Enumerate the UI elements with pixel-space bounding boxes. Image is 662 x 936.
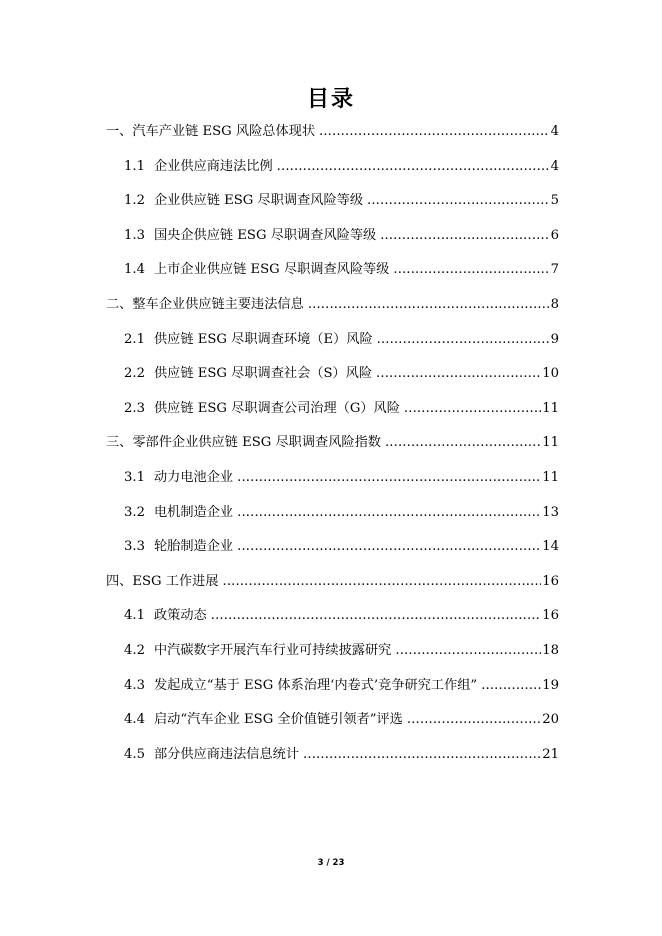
toc-entry-text: 企业供应链 ESG 尽职调查风险等级 <box>153 193 363 209</box>
toc-dot-leader <box>308 295 550 315</box>
toc-entry-number: 2.2 <box>124 366 145 382</box>
toc-entry[interactable] <box>124 606 559 626</box>
toc-entry-label <box>124 710 403 730</box>
toc-entry[interactable] <box>124 157 559 177</box>
toc-dot-leader <box>404 399 541 419</box>
toc-entry[interactable] <box>106 122 559 142</box>
toc-entry-page: 16 <box>542 573 559 589</box>
toc-entry-label <box>124 330 373 350</box>
toc-entry-number: 1.3 <box>124 227 145 243</box>
toc-entry[interactable] <box>124 676 559 696</box>
toc-dot-leader <box>393 260 549 280</box>
toc-entry-text: 四、ESG 工作进展 <box>106 573 219 589</box>
toc-entry[interactable] <box>124 226 559 246</box>
toc-entry-label <box>124 191 363 211</box>
toc-dot-leader <box>367 191 550 211</box>
toc-entry-page: 8 <box>550 297 559 312</box>
toc-entry-text: 国央企供应链 ESG 尽职调查风险等级 <box>153 227 377 243</box>
toc-entry[interactable] <box>124 503 559 523</box>
toc-entry[interactable] <box>106 295 559 315</box>
toc-entry[interactable] <box>124 260 559 280</box>
toc-entry[interactable] <box>106 572 559 592</box>
toc-entry-page: 13 <box>542 504 559 520</box>
toc-entry-text: 上市企业供应链 ESG 尽职调查风险等级 <box>153 262 390 278</box>
toc-dot-leader <box>277 157 550 177</box>
toc-entry-page: 4 <box>550 158 559 174</box>
toc-entry-text: 供应链 ESG 尽职调查社会（S）风险 <box>153 366 373 382</box>
toc-dot-leader <box>407 710 541 730</box>
toc-entry-label <box>124 537 233 557</box>
page-number: 3 / 23 <box>317 858 345 868</box>
toc-entry-page: 11 <box>542 435 559 451</box>
toc-entry[interactable] <box>124 330 559 350</box>
toc-entry-page: 18 <box>542 643 559 658</box>
toc-entry-number: 2.3 <box>124 400 145 416</box>
toc-entry-page: 9 <box>550 331 559 347</box>
toc-entry-number: 4.5 <box>124 746 145 762</box>
toc-entry-page: 6 <box>550 227 559 243</box>
toc-entry-number: 3.2 <box>124 504 145 520</box>
toc-entry-page: 14 <box>542 539 559 555</box>
toc-entry-text: 政策动态 <box>153 608 207 624</box>
toc-entry-text: 企业供应商违法比例 <box>153 158 273 174</box>
toc-entry-number: 3.3 <box>124 539 145 555</box>
toc-entry-page: 4 <box>550 124 559 139</box>
toc-entry-number: 4.3 <box>124 677 145 693</box>
toc-dot-leader <box>395 641 541 661</box>
toc-entry-number: 4.1 <box>124 608 145 624</box>
toc-entry-label <box>124 157 273 177</box>
toc-entry-number: 2.1 <box>124 331 145 347</box>
toc-dot-leader <box>237 468 541 488</box>
toc-dot-leader <box>211 606 541 626</box>
toc-entry-text: 启动“汽车企业 ESG 全价值链引领者”评选 <box>153 712 403 728</box>
toc-entry-page: 5 <box>550 193 559 209</box>
toc-entry-page: 7 <box>550 262 559 278</box>
toc-entry-label <box>106 122 315 142</box>
toc-entry[interactable] <box>124 641 559 661</box>
toc-title: 目录 <box>306 87 355 112</box>
toc-entry-text: 动力电池企业 <box>153 470 234 485</box>
toc-entry-label <box>124 606 207 626</box>
toc-entry-label <box>124 468 233 488</box>
toc-entry-text: 发起成立“基于 ESG 体系治理‘内卷式’竞争研究工作组” <box>153 677 478 693</box>
toc-entry-number: 1.1 <box>124 158 145 174</box>
toc-entry[interactable] <box>124 191 559 211</box>
toc-entry-label <box>124 676 477 696</box>
toc-entry-text: 三、零部件企业供应链 ESG 尽职调查风险指数 <box>106 435 381 451</box>
toc-entry-number: 1.2 <box>124 193 145 209</box>
toc-entry-label <box>106 433 381 453</box>
toc-entry-label <box>124 260 389 280</box>
toc-entry-label <box>124 364 372 384</box>
toc-entry-number: 1.4 <box>124 262 145 278</box>
toc-entry-page: 21 <box>542 746 559 762</box>
toc-entry-label <box>124 641 391 661</box>
toc-entry-label <box>106 295 304 315</box>
toc-entry-text: 一、汽车产业链 ESG 风险总体现状 <box>106 124 316 139</box>
toc-dot-leader <box>376 364 541 384</box>
toc-entry-page: 19 <box>542 677 559 693</box>
toc-entry[interactable] <box>124 364 559 384</box>
toc-entry[interactable] <box>124 710 559 730</box>
toc-entry-number: 4.4 <box>124 712 145 728</box>
toc-entry-page: 11 <box>542 470 559 485</box>
toc-entry[interactable] <box>124 537 559 557</box>
toc-entry-text: 电机制造企业 <box>153 504 234 520</box>
toc-entry-text: 二、整车企业供应链主要违法信息 <box>106 297 304 312</box>
toc-entry-text: 部分供应商违法信息统计 <box>153 746 300 762</box>
toc-entry-text: 中汽碳数字开展汽车行业可持续披露研究 <box>153 643 392 658</box>
toc-dot-leader <box>481 676 541 696</box>
toc-entry-page: 16 <box>542 608 559 624</box>
toc-entry-label <box>124 226 376 246</box>
toc-entry-label <box>124 503 233 523</box>
toc-dot-leader <box>385 433 541 453</box>
toc-dot-leader <box>223 572 542 592</box>
toc-entry-page: 10 <box>542 366 559 382</box>
toc-entry-text: 轮胎制造企业 <box>153 539 234 555</box>
toc-dot-leader <box>303 745 541 765</box>
toc-entry-number: 3.1 <box>124 470 145 485</box>
toc-entry-label <box>106 572 219 592</box>
toc-entry-label <box>124 399 400 419</box>
toc-entry-label <box>124 745 299 765</box>
toc-dot-leader <box>237 537 541 557</box>
toc-entry-text: 供应链 ESG 尽职调查公司治理（G）风险 <box>153 400 400 416</box>
toc-dot-leader <box>377 330 550 350</box>
toc-dot-leader <box>319 122 550 142</box>
toc-entry-number: 4.2 <box>124 643 145 658</box>
toc-entry[interactable] <box>124 399 559 419</box>
toc-entry-page: 11 <box>542 400 559 416</box>
toc-entry-page: 20 <box>542 712 559 728</box>
toc-entry[interactable] <box>106 433 559 453</box>
toc-entry[interactable] <box>124 745 559 765</box>
toc-entry-text: 供应链 ESG 尽职调查环境（E）风险 <box>153 331 373 347</box>
toc-dot-leader <box>237 503 541 523</box>
toc-dot-leader <box>380 226 549 246</box>
toc-entry[interactable] <box>124 468 559 488</box>
